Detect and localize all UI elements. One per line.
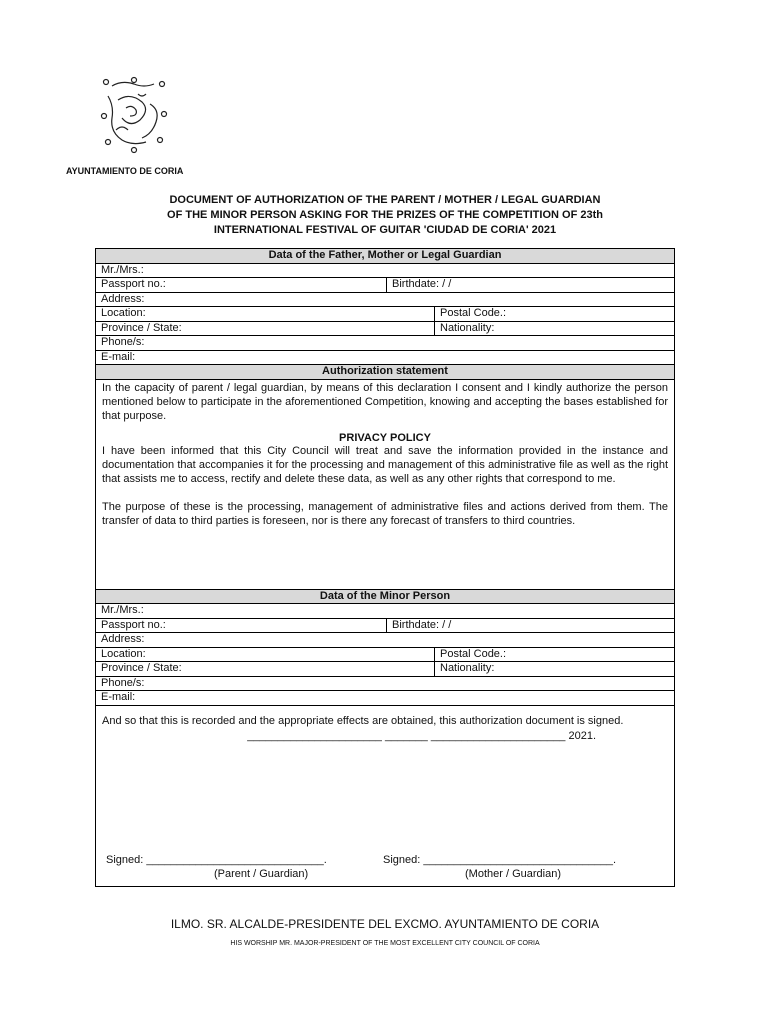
guardian-province-row <box>96 322 674 337</box>
minor-address-field[interactable]: Address: <box>96 633 674 648</box>
minor-passport-field[interactable]: Passport no.: <box>101 618 166 631</box>
guardian-postal-code-field[interactable]: Postal Code.: <box>434 307 674 321</box>
guardian-location-field[interactable]: Location: <box>101 307 146 319</box>
privacy-policy-heading: PRIVACY POLICY <box>339 431 431 444</box>
minor-name-field[interactable]: Mr./Mrs.: <box>96 604 674 619</box>
signature-mother-role: (Mother / Guardian) <box>465 867 561 880</box>
minor-section-heading: Data of the Minor Person <box>96 590 674 605</box>
minor-phone-field[interactable]: Phone/s: <box>96 677 674 692</box>
minor-province-field[interactable]: Province / State: <box>101 662 182 674</box>
minor-passport-row <box>96 619 674 634</box>
signature-parent[interactable]: Signed: _____________________________. <box>106 853 327 866</box>
signature-parent-role: (Parent / Guardian) <box>214 867 309 880</box>
privacy-policy-text: I have been informed that this City Council will treat and save the information provided in the instance and documentation that accompanies it for the processing and management of this administrative file as well as the right that assists me to access, rectify and delete these data, as well as any other rights that correspond to me. <box>102 444 668 485</box>
guardian-passport-row <box>96 278 674 293</box>
guardian-province-field[interactable]: Province / State: <box>101 321 182 334</box>
guardian-location-row <box>96 307 674 322</box>
closing-text: And so that this is recorded and the appropriate effects are obtained, this authorization document is signed. <box>102 714 624 727</box>
organization-name: AYUNTAMIENTO DE CORIA <box>66 166 184 176</box>
minor-postal-code-field[interactable]: Postal Code.: <box>434 648 674 662</box>
authorization-form <box>95 248 675 887</box>
date-line[interactable]: ______________________ _______ ______________________ 2021. <box>247 729 596 742</box>
authorization-text: In the capacity of parent / legal guardian, by means of this declaration I consent and I kindly authorize the person mentioned below to participate in the aforementioned Competition, knowing and accepting the bases established for that purpose. <box>102 381 668 422</box>
guardian-phone-field[interactable]: Phone/s: <box>96 336 674 351</box>
title-line: OF THE MINOR PERSON ASKING FOR THE PRIZES OF THE COMPETITION OF 23th <box>167 209 603 221</box>
title-line: DOCUMENT OF AUTHORIZATION OF THE PARENT / MOTHER / LEGAL GUARDIAN <box>169 194 601 206</box>
authorization-body <box>96 380 674 590</box>
coat-of-arms-logo <box>98 74 170 154</box>
guardian-address-field[interactable]: Address: <box>96 293 674 308</box>
document-title <box>90 193 680 238</box>
guardian-section-heading: Data of the Father, Mother or Legal Guardian <box>96 249 674 264</box>
minor-email-field[interactable]: E-mail: <box>96 691 674 706</box>
footer-title: ILMO. SR. ALCALDE-PRESIDENTE DEL EXCMO. AYUNTAMIENTO DE CORIA <box>170 917 600 931</box>
minor-province-row <box>96 662 674 677</box>
guardian-nationality-field[interactable]: Nationality: <box>434 322 674 336</box>
minor-nationality-field[interactable]: Nationality: <box>434 662 674 676</box>
minor-location-row <box>96 648 674 663</box>
authorization-heading: Authorization statement <box>96 365 674 380</box>
minor-birthdate-field[interactable]: Birthdate: / / <box>386 619 674 633</box>
guardian-birthdate-field[interactable]: Birthdate: / / <box>386 278 674 292</box>
guardian-email-field[interactable]: E-mail: <box>96 351 674 366</box>
signature-mother[interactable]: Signed: _______________________________. <box>383 853 617 866</box>
guardian-passport-field[interactable]: Passport no.: <box>101 278 166 290</box>
footer-subtitle: HIS WORSHIP MR. MAJOR-PRESIDENT OF THE MOST EXCELLENT CITY COUNCIL OF CORIA <box>230 940 540 947</box>
closing-section <box>96 714 674 899</box>
purpose-text: The purpose of these is the processing, management of administrative files and actions derived from them. The transfer of data to third parties is foreseen, nor is there any forecast of transfers to third countries. <box>102 500 668 527</box>
guardian-name-field[interactable]: Mr./Mrs.: <box>96 264 674 279</box>
title-line: INTERNATIONAL FESTIVAL OF GUITAR 'CIUDAD DE CORIA' 2021 <box>213 224 557 236</box>
minor-location-field[interactable]: Location: <box>101 647 146 660</box>
